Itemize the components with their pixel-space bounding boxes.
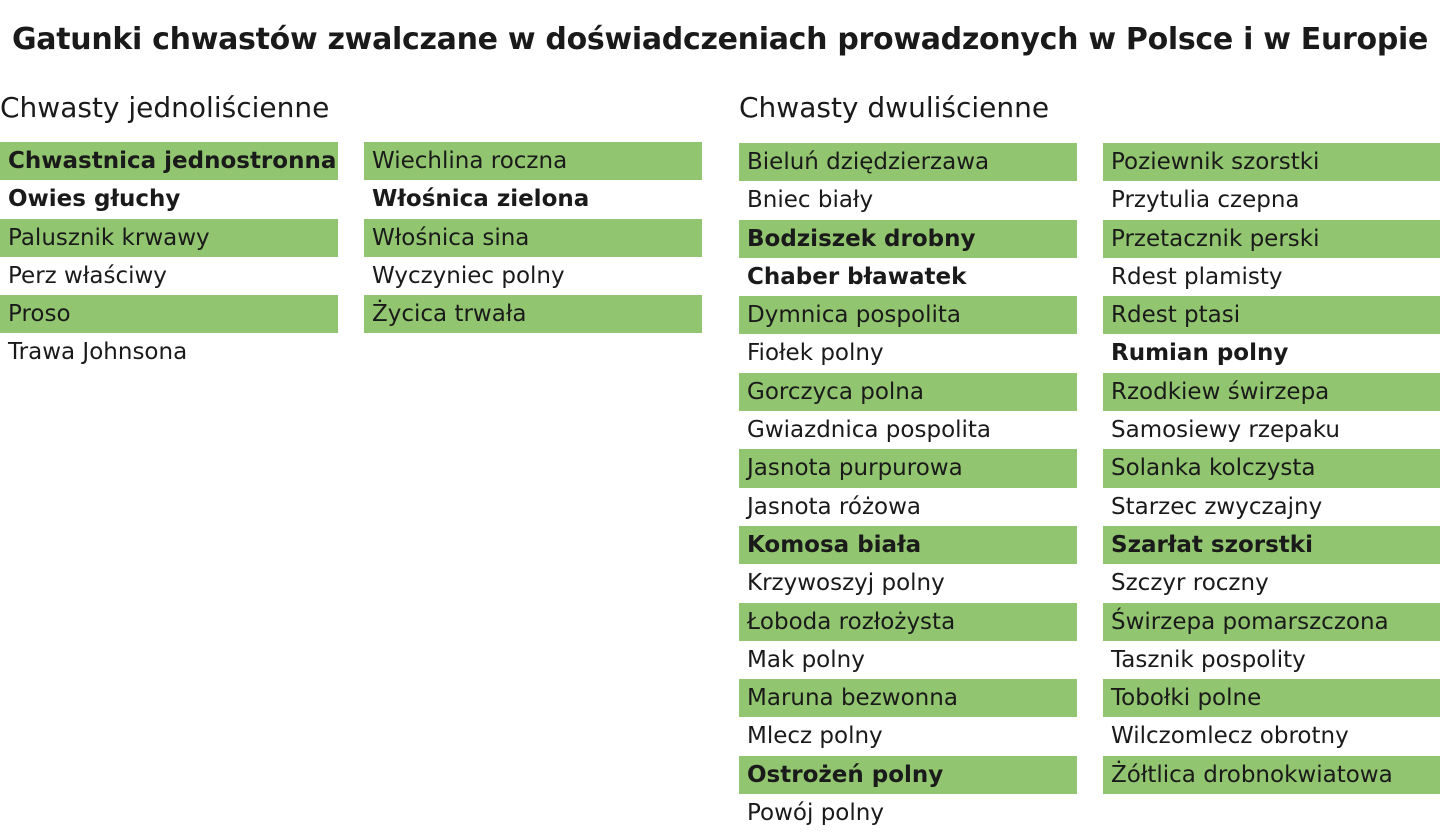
weed-species-item: Owies głuchy <box>8 186 181 213</box>
weed-species-item: Jasnota purpurowa <box>739 449 1077 487</box>
weed-species-item: Rzodkiew świrzepa <box>1103 373 1440 411</box>
dicots-heading: Chwasty dwuliścienne <box>739 91 1050 124</box>
weed-species-item: Powój polny <box>747 800 884 827</box>
weed-species-item: Dymnica pospolita <box>739 296 1077 334</box>
weed-species-item: Starzec zwyczajny <box>1111 493 1323 520</box>
weed-species-item: Świrzepa pomarszczona <box>1103 603 1440 641</box>
weed-species-item: Łoboda rozłożysta <box>739 603 1077 641</box>
weed-species-item: Maruna bezwonna <box>739 679 1077 717</box>
weed-species-item: Rdest ptasi <box>1103 296 1440 334</box>
weed-species-item: Wiechlina roczna <box>364 142 702 180</box>
weed-species-item: Tasznik pospolity <box>1111 646 1306 673</box>
weed-species-item: Ostrożeń polny <box>739 756 1077 794</box>
monocots-heading: Chwasty jednoliścienne <box>0 91 330 124</box>
weed-species-item: Życica trwała <box>364 295 702 333</box>
page-title: Gatunki chwastów zwalczane w doświadczeniach prowadzonych w Polsce i w Europie <box>11 22 1429 57</box>
weed-species-item: Włośnica sina <box>364 219 702 257</box>
weed-species-item: Rdest plamisty <box>1111 263 1283 290</box>
weed-species-item: Rumian polny <box>1111 340 1289 367</box>
weed-species-item: Trawa Johnsona <box>8 339 188 366</box>
weed-species-item: Mlecz polny <box>747 723 883 750</box>
weed-species-item: Tobołki polne <box>1103 679 1440 717</box>
weed-species-item: Krzywoszyj polny <box>747 570 945 597</box>
weed-species-item: Szczyr roczny <box>1111 570 1269 597</box>
weed-species-item: Przytulia czepna <box>1111 187 1300 214</box>
weed-species-item: Palusznik krwawy <box>0 219 338 257</box>
monocots-list-col2 <box>364 142 702 333</box>
weed-species-item: Szarłat szorstki <box>1103 526 1440 564</box>
weed-species-item: Komosa biała <box>739 526 1077 564</box>
weed-species-item: Bieluń dziędzierzawa <box>739 143 1077 181</box>
weed-species-item: Gwiazdnica pospolita <box>747 417 992 444</box>
weed-species-item: Żółtlica drobnokwiatowa <box>1103 756 1440 794</box>
weed-species-item: Przetacznik perski <box>1103 220 1440 258</box>
weed-species-item: Poziewnik szorstki <box>1103 143 1440 181</box>
weed-species-item: Bniec biały <box>747 187 874 214</box>
weed-species-item: Fiołek polny <box>747 340 884 367</box>
weed-species-item: Samosiewy rzepaku <box>1111 417 1340 444</box>
dicots-list-col1 <box>739 143 1077 832</box>
weed-species-item: Gorczyca polna <box>739 373 1077 411</box>
weed-species-item: Proso <box>0 295 338 333</box>
weed-species-item: Mak polny <box>747 646 865 673</box>
weed-species-item: Solanka kolczysta <box>1103 449 1440 487</box>
weed-species-item: Chaber bławatek <box>747 263 967 290</box>
weed-species-item: Włośnica zielona <box>372 186 590 213</box>
weed-species-item: Perz właściwy <box>8 262 167 289</box>
dicots-list-col2 <box>1103 143 1440 794</box>
weed-species-item: Wilczomlecz obrotny <box>1111 723 1349 750</box>
weed-species-item: Chwastnica jednostronna <box>0 142 338 180</box>
weed-species-item: Wyczyniec polny <box>372 262 565 289</box>
monocots-list-col1 <box>0 142 338 372</box>
weed-species-item: Jasnota różowa <box>747 493 922 520</box>
weed-species-item: Bodziszek drobny <box>739 220 1077 258</box>
